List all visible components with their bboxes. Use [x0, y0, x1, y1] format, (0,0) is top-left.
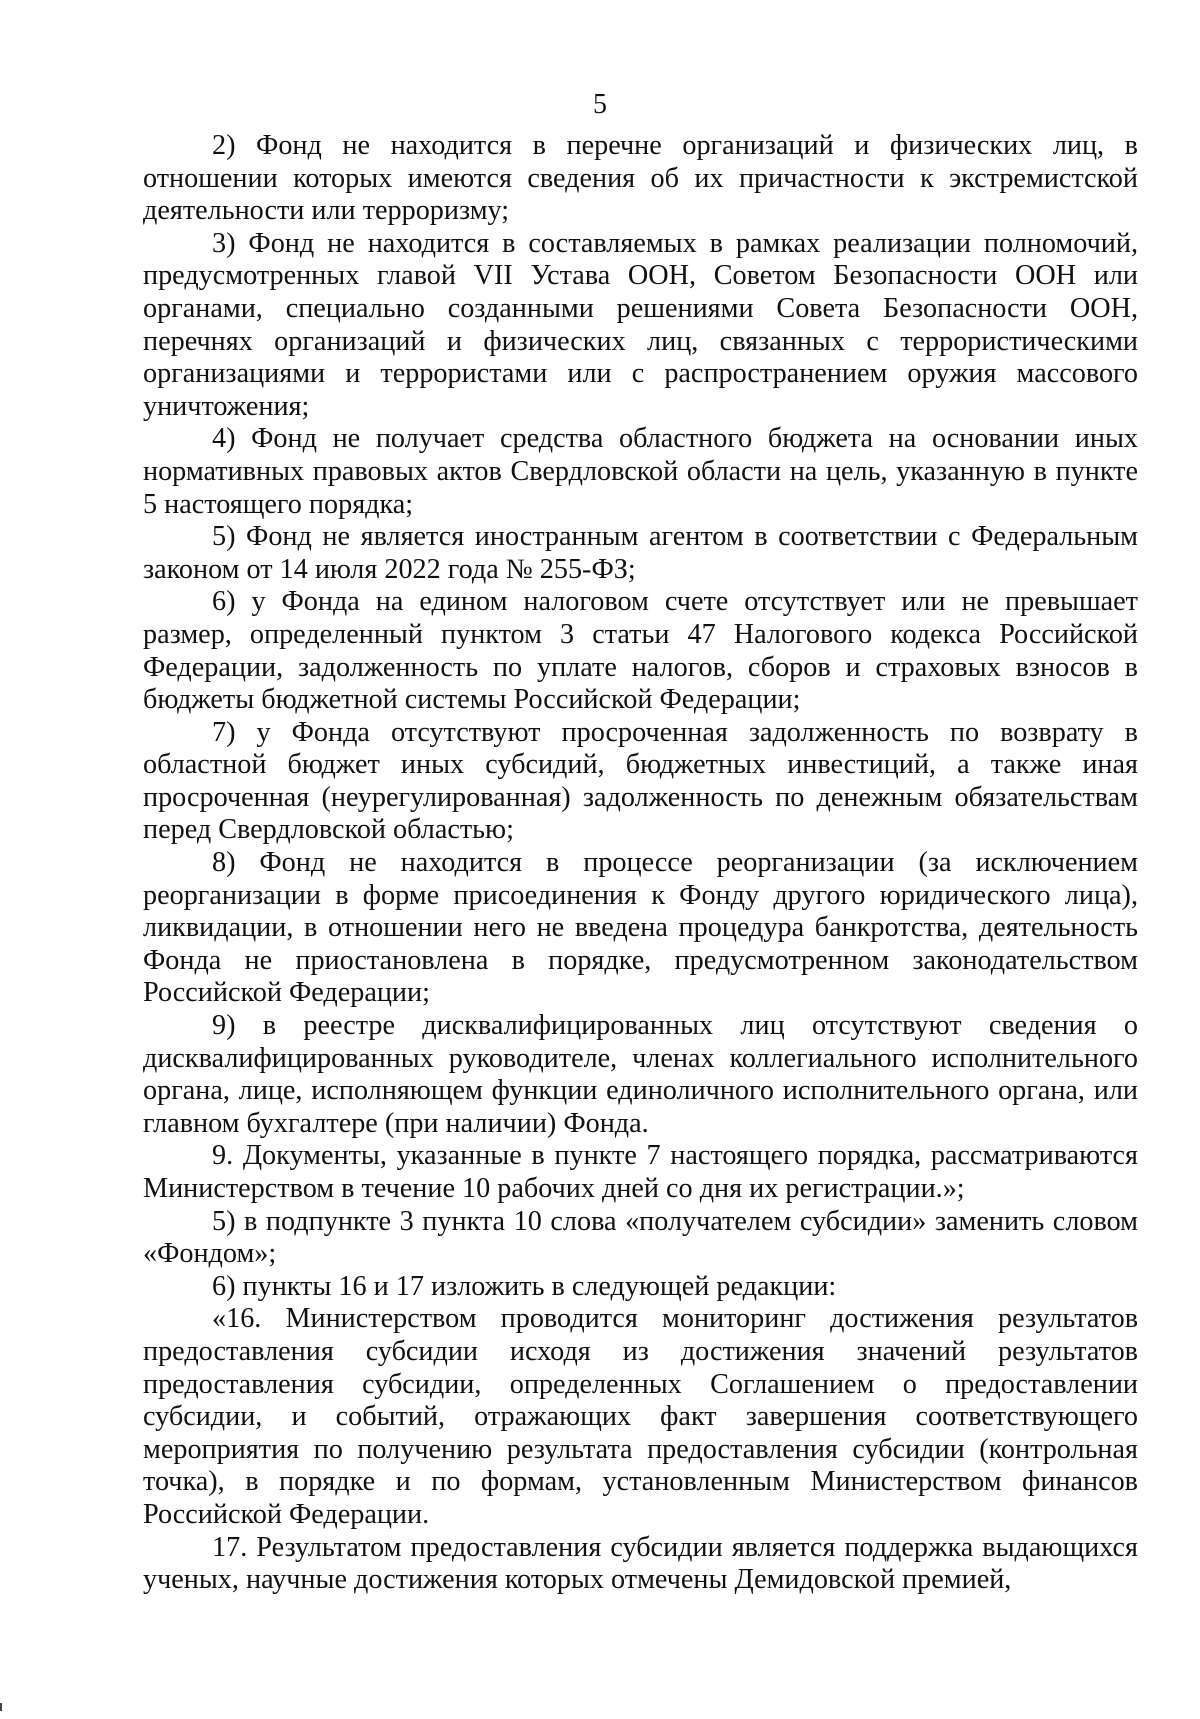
paragraph-item-8: 8) Фонд не находится в процессе реорганизации (за исключением реорганизации в форме присоединения к Фонду другого юридического лица), ликвидации, в отношении него не введена процедура банкротства, деятельность Фонда не приостановлена в порядке, предусмотренном законодательством Российской Федерации; — [143, 847, 1138, 1009]
paragraph-point-9: 9. Документы, указанные в пункте 7 настоящего порядка, рассматриваются Министерством в течение 10 рабочих дней со дня их регистрации.»; — [143, 1140, 1138, 1204]
paragraph-amendment-5: 5) в подпункте 3 пункта 10 слова «получателем субсидии» заменить словом «Фондом»; — [143, 1205, 1138, 1270]
paragraph-item-3: 3) Фонд не находится в составляемых в рамках реализации полномочий, предусмотренных главой VII Устава ООН, Советом Безопасности ООН или органами, специально созданными решениями Совета Безопасности ООН, перечнях организаций и физических лиц, связанных с террористическими организациями и террористами или с распространением оружия массового уничтожения; — [143, 227, 1138, 422]
paragraph-amendment-6: 6) пункты 16 и 17 изложить в следующей редакции: — [212, 1270, 837, 1302]
paragraph-item-5: 5) Фонд не является иностранным агентом в соответствии с Федеральным законом от 14 июля 2022 года № 255-ФЗ; — [143, 521, 1138, 585]
page-number: 5 — [593, 89, 607, 120]
document-body — [143, 130, 1138, 1597]
paragraph-item-7: 7) у Фонда отсутствуют просроченная задолженность по возврату в областной бюджет иных субсидий, бюджетных инвестиций, а также иная просроченная (неурегулированная) задолженность по денежным обязательствам перед Свердловской областью; — [143, 716, 1138, 846]
paragraph-point-16: «16. Министерством проводится мониторинг достижения результатов предоставления субсидии исходя из достижения значений результатов предоставления субсидии, определенных Соглашением о предоставлении субсидии, и событий, отражающих факт завершения соответствующего мероприятия по получению результата предоставления субсидии (контрольная точка), в порядке и по формам, установленным Министерством финансов Российской Федерации. — [143, 1303, 1138, 1530]
paragraph-item-6: 6) у Фонда на едином налоговом счете отсутствует или не превышает размер, определенный пунктом 3 статьи 47 Налогового кодекса Российской Федерации, задолженность по уплате налогов, сборов и страховых взносов в бюджеты бюджетной системы Российской Федерации; — [143, 586, 1138, 716]
paragraph-point-17: 17. Результатом предоставления субсидии является поддержка выдающихся ученых, научные достижения которых отмечены Демидовской премией, — [143, 1531, 1138, 1596]
paragraph-item-9: 9) в реестре дисквалифицированных лиц отсутствуют сведения о дисквалифицированных руководителе, членах коллегиального исполнительного органа, лице, исполняющем функции единоличного исполнительного органа, или главном бухгалтере (при наличии) Фонда. — [143, 1010, 1138, 1139]
paragraph-item-4: 4) Фонд не получает средства областного бюджета на основании иных нормативных правовых актов Свердловской области на цель, указанную в пункте 5 настоящего порядка; — [143, 423, 1138, 520]
scan-edge-mark — [0, 1703, 2, 1711]
paragraph-item-2: 2) Фонд не находится в перечне организаций и физических лиц, в отношении которых имеются сведения об их причастности к экстремистской деятельности или терроризму; — [143, 130, 1138, 227]
